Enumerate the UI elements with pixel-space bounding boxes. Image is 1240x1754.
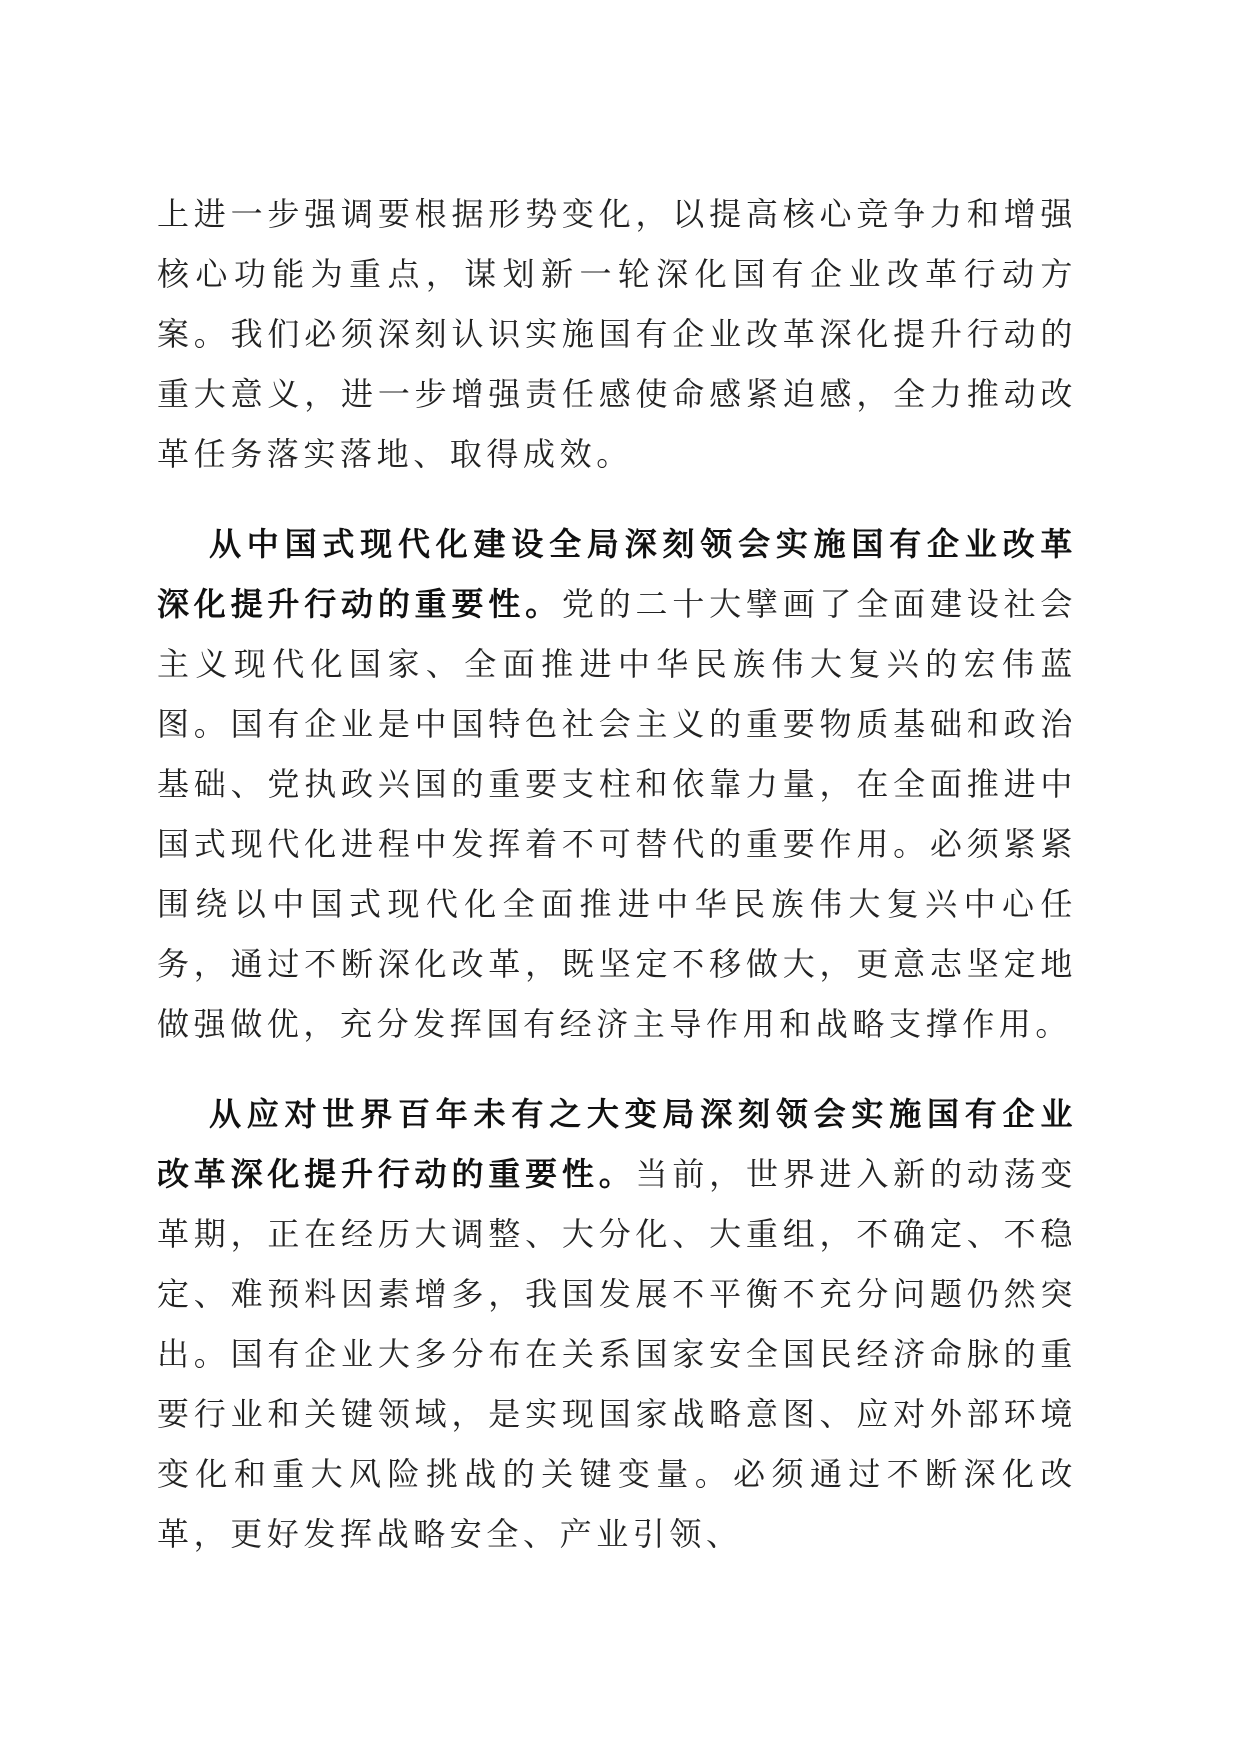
paragraph-heading: 从应对世界百年未有之大变局深刻领会实施国有企业改革深化提升行动的重要性。: [157, 1095, 1077, 1193]
paragraph-modernization: [157, 514, 1077, 1054]
paragraph-global-change: [157, 1084, 1077, 1564]
document-body: [157, 184, 1077, 1594]
paragraph-text: 党的二十大擘画了全面建设社会主义现代化国家、全面推进中华民族伟大复兴的宏伟蓝图。国有企业是中国特色社会主义的重要物质基础和政治基础、党执政兴国的重要支柱和依靠力量，在全面推进中国式现代化进程中发挥着不可替代的重要作用。必须紧紧围绕以中国式现代化全面推进中华民族伟大复兴中心任务，通过不断深化改革，既坚定不移做大，更意志坚定地做强做优，充分发挥国有经济主导作用和战略支撑作用。: [157, 585, 1077, 1043]
paragraph-text: 当前，世界进入新的动荡变革期，正在经历大调整、大分化、大重组，不确定、不稳定、难预料因素增多，我国发展不平衡不充分问题仍然突出。国有企业大多分布在关系国家安全国民经济命脉的重要行业和关键领域，是实现国家战略意图、应对外部环境变化和重大风险挑战的关键变量。必须通过不断深化改革，更好发挥战略安全、产业引领、: [157, 1155, 1078, 1553]
paragraph-text: 上进一步强调要根据形势变化，以提高核心竞争力和增强核心功能为重点，谋划新一轮深化国有企业改革行动方案。我们必须深刻认识实施国有企业改革深化提升行动的重大意义，进一步增强责任感使命感紧迫感，全力推动改革任务落实落地、取得成效。: [157, 195, 1077, 473]
paragraph-continuation: [157, 184, 1077, 484]
paragraph-heading: 从中国式现代化建设全局深刻领会实施国有企业改革深化提升行动的重要性。: [157, 525, 1077, 623]
